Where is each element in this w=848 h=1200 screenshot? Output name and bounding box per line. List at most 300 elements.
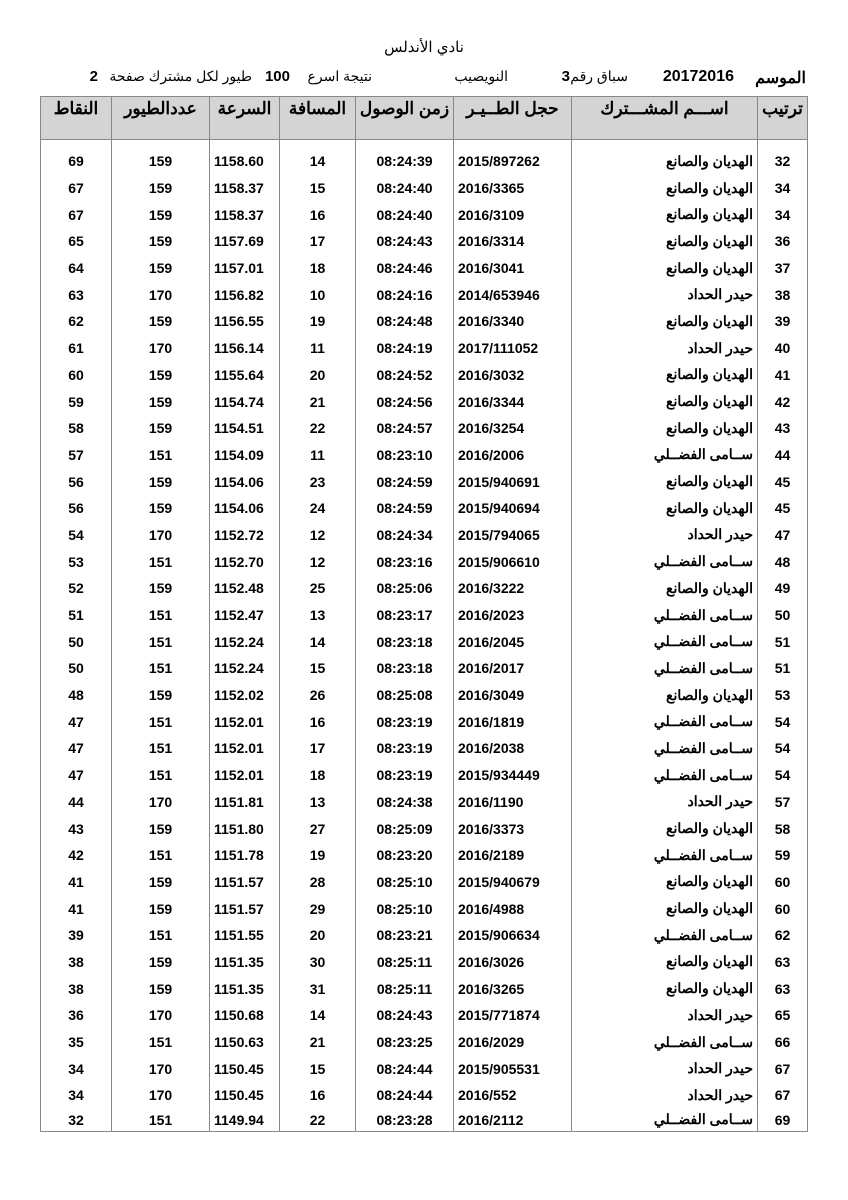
cell-participant: ســامى الفضــلي xyxy=(572,735,758,762)
cell-distance: 31 xyxy=(280,975,356,1002)
cell-distance: 18 xyxy=(280,762,356,789)
table-row xyxy=(41,842,808,869)
cell-arrival-time: 08:23:17 xyxy=(356,602,454,629)
cell-distance: 15 xyxy=(280,1055,356,1082)
cell-distance: 29 xyxy=(280,895,356,922)
cell-points: 54 xyxy=(41,522,112,549)
cell-points: 53 xyxy=(41,548,112,575)
season-label: الموسم xyxy=(755,70,806,87)
cell-arrival-time: 08:23:18 xyxy=(356,655,454,682)
cell-participant: حيدر الحداد xyxy=(572,1055,758,1082)
table-row xyxy=(41,1002,808,1029)
cell-arrival-time: 08:24:16 xyxy=(356,281,454,308)
cell-rank: 57 xyxy=(758,789,808,816)
cell-speed: 1157.69 xyxy=(210,228,280,255)
cell-bird-count: 170 xyxy=(112,522,210,549)
cell-ring: 2015/897262 xyxy=(454,148,572,175)
cell-points: 65 xyxy=(41,228,112,255)
spacer-row xyxy=(41,140,808,149)
cell-participant: حيدر الحداد xyxy=(572,1002,758,1029)
cell-arrival-time: 08:24:40 xyxy=(356,175,454,202)
cell-points: 32 xyxy=(41,1109,112,1132)
cell-arrival-time: 08:24:44 xyxy=(356,1055,454,1082)
cell-points: 56 xyxy=(41,495,112,522)
cell-arrival-time: 08:23:19 xyxy=(356,708,454,735)
cell-rank: 36 xyxy=(758,228,808,255)
cell-arrival-time: 08:24:57 xyxy=(356,415,454,442)
cell-points: 50 xyxy=(41,628,112,655)
cell-rank: 54 xyxy=(758,735,808,762)
cell-distance: 16 xyxy=(280,201,356,228)
cell-rank: 63 xyxy=(758,949,808,976)
cell-ring: 2016/3265 xyxy=(454,975,572,1002)
cell-speed: 1152.70 xyxy=(210,548,280,575)
cell-bird-count: 159 xyxy=(112,495,210,522)
cell-points: 57 xyxy=(41,442,112,469)
cell-rank: 48 xyxy=(758,548,808,575)
cell-speed: 1158.60 xyxy=(210,148,280,175)
cell-ring: 2015/940691 xyxy=(454,468,572,495)
cell-bird-count: 159 xyxy=(112,255,210,282)
cell-ring: 2016/3026 xyxy=(454,949,572,976)
cell-speed: 1151.35 xyxy=(210,975,280,1002)
table-row xyxy=(41,789,808,816)
cell-participant: الهديان والصانع xyxy=(572,201,758,228)
cell-ring: 2016/2045 xyxy=(454,628,572,655)
cell-distance: 25 xyxy=(280,575,356,602)
cell-arrival-time: 08:24:38 xyxy=(356,789,454,816)
table-row xyxy=(41,975,808,1002)
table-row xyxy=(41,388,808,415)
table-row xyxy=(41,255,808,282)
cell-bird-count: 151 xyxy=(112,1029,210,1056)
spacer-cell xyxy=(112,140,210,149)
cell-rank: 67 xyxy=(758,1055,808,1082)
cell-bird-count: 159 xyxy=(112,148,210,175)
table-row xyxy=(41,415,808,442)
cell-ring: 2016/2023 xyxy=(454,602,572,629)
cell-ring: 2016/3032 xyxy=(454,362,572,389)
page-number: 2 xyxy=(89,68,98,85)
cell-arrival-time: 08:23:19 xyxy=(356,762,454,789)
cell-points: 47 xyxy=(41,762,112,789)
cell-ring: 2016/3344 xyxy=(454,388,572,415)
cell-participant: ســامى الفضــلي xyxy=(572,842,758,869)
cell-rank: 45 xyxy=(758,468,808,495)
cell-distance: 16 xyxy=(280,708,356,735)
cell-participant: ســامى الفضــلي xyxy=(572,602,758,629)
cell-bird-count: 151 xyxy=(112,842,210,869)
table-row xyxy=(41,1029,808,1056)
table-row xyxy=(41,522,808,549)
cell-rank: 41 xyxy=(758,362,808,389)
cell-participant: حيدر الحداد xyxy=(572,789,758,816)
cell-arrival-time: 08:24:39 xyxy=(356,148,454,175)
cell-speed: 1151.35 xyxy=(210,949,280,976)
table-row xyxy=(41,895,808,922)
table-row xyxy=(41,1109,808,1132)
cell-bird-count: 159 xyxy=(112,308,210,335)
cell-ring: 2016/3041 xyxy=(454,255,572,282)
cell-arrival-time: 08:23:21 xyxy=(356,922,454,949)
col-ring: حجل الطــيـر xyxy=(454,97,572,140)
cell-rank: 63 xyxy=(758,975,808,1002)
cell-participant: ســامى الفضــلي xyxy=(572,628,758,655)
cell-speed: 1152.48 xyxy=(210,575,280,602)
cell-bird-count: 151 xyxy=(112,602,210,629)
table-row xyxy=(41,228,808,255)
cell-distance: 17 xyxy=(280,735,356,762)
cell-bird-count: 170 xyxy=(112,789,210,816)
cell-points: 64 xyxy=(41,255,112,282)
cell-rank: 34 xyxy=(758,175,808,202)
cell-speed: 1150.45 xyxy=(210,1082,280,1109)
cell-points: 34 xyxy=(41,1082,112,1109)
cell-distance: 15 xyxy=(280,655,356,682)
cell-speed: 1152.01 xyxy=(210,708,280,735)
cell-points: 48 xyxy=(41,682,112,709)
cell-points: 60 xyxy=(41,362,112,389)
cell-rank: 44 xyxy=(758,442,808,469)
cell-rank: 43 xyxy=(758,415,808,442)
cell-ring: 2016/2029 xyxy=(454,1029,572,1056)
cell-points: 63 xyxy=(41,281,112,308)
cell-ring: 2016/3222 xyxy=(454,575,572,602)
cell-distance: 12 xyxy=(280,548,356,575)
cell-speed: 1155.64 xyxy=(210,362,280,389)
cell-bird-count: 159 xyxy=(112,682,210,709)
table-row xyxy=(41,308,808,335)
cell-ring: 2016/2038 xyxy=(454,735,572,762)
cell-rank: 50 xyxy=(758,602,808,629)
cell-speed: 1156.55 xyxy=(210,308,280,335)
cell-speed: 1151.55 xyxy=(210,922,280,949)
cell-participant: ســامى الفضــلي xyxy=(572,762,758,789)
table-row xyxy=(41,548,808,575)
cell-bird-count: 151 xyxy=(112,655,210,682)
cell-participant: الهديان والصانع xyxy=(572,228,758,255)
cell-bird-count: 170 xyxy=(112,1002,210,1029)
cell-arrival-time: 08:25:06 xyxy=(356,575,454,602)
cell-arrival-time: 08:24:52 xyxy=(356,362,454,389)
cell-participant: الهديان والصانع xyxy=(572,415,758,442)
cell-arrival-time: 08:24:46 xyxy=(356,255,454,282)
cell-distance: 12 xyxy=(280,522,356,549)
cell-speed: 1152.01 xyxy=(210,735,280,762)
cell-rank: 59 xyxy=(758,842,808,869)
result-label: نتيجة اسرع xyxy=(307,68,372,84)
cell-ring: 2016/2017 xyxy=(454,655,572,682)
cell-participant: حيدر الحداد xyxy=(572,335,758,362)
cell-distance: 22 xyxy=(280,415,356,442)
cell-participant: ســامى الفضــلي xyxy=(572,548,758,575)
cell-ring: 2016/2189 xyxy=(454,842,572,869)
cell-participant: الهديان والصانع xyxy=(572,175,758,202)
cell-arrival-time: 08:24:48 xyxy=(356,308,454,335)
cell-distance: 11 xyxy=(280,335,356,362)
cell-ring: 2015/906610 xyxy=(454,548,572,575)
cell-arrival-time: 08:25:10 xyxy=(356,895,454,922)
table-row xyxy=(41,468,808,495)
cell-distance: 19 xyxy=(280,842,356,869)
cell-bird-count: 159 xyxy=(112,869,210,896)
cell-bird-count: 159 xyxy=(112,201,210,228)
cell-participant: الهديان والصانع xyxy=(572,869,758,896)
table-row xyxy=(41,869,808,896)
cell-participant: ســامى الفضــلي xyxy=(572,708,758,735)
cell-speed: 1154.51 xyxy=(210,415,280,442)
cell-distance: 14 xyxy=(280,628,356,655)
cell-arrival-time: 08:23:16 xyxy=(356,548,454,575)
cell-points: 34 xyxy=(41,1055,112,1082)
cell-points: 39 xyxy=(41,922,112,949)
cell-arrival-time: 08:23:18 xyxy=(356,628,454,655)
table-row xyxy=(41,815,808,842)
table-row xyxy=(41,362,808,389)
cell-participant: الهديان والصانع xyxy=(572,682,758,709)
cell-points: 47 xyxy=(41,735,112,762)
cell-speed: 1152.24 xyxy=(210,628,280,655)
header-row xyxy=(41,97,808,140)
cell-arrival-time: 08:24:43 xyxy=(356,1002,454,1029)
cell-participant: الهديان والصانع xyxy=(572,575,758,602)
cell-distance: 24 xyxy=(280,495,356,522)
cell-arrival-time: 08:25:11 xyxy=(356,975,454,1002)
cell-ring: 2016/3340 xyxy=(454,308,572,335)
cell-ring: 2016/1819 xyxy=(454,708,572,735)
cell-bird-count: 151 xyxy=(112,628,210,655)
cell-distance: 20 xyxy=(280,362,356,389)
cell-speed: 1151.57 xyxy=(210,895,280,922)
table-row xyxy=(41,575,808,602)
cell-rank: 51 xyxy=(758,628,808,655)
cell-distance: 21 xyxy=(280,1029,356,1056)
cell-participant: الهديان والصانع xyxy=(572,388,758,415)
cell-speed: 1156.14 xyxy=(210,335,280,362)
cell-distance: 20 xyxy=(280,922,356,949)
cell-rank: 60 xyxy=(758,895,808,922)
cell-ring: 2016/2112 xyxy=(454,1109,572,1132)
race-label: سباق رقم xyxy=(570,68,628,84)
cell-participant: الهديان والصانع xyxy=(572,468,758,495)
cell-rank: 66 xyxy=(758,1029,808,1056)
cell-participant: ســامى الفضــلي xyxy=(572,442,758,469)
cell-arrival-time: 08:24:43 xyxy=(356,228,454,255)
cell-speed: 1150.63 xyxy=(210,1029,280,1056)
cell-distance: 27 xyxy=(280,815,356,842)
cell-points: 44 xyxy=(41,789,112,816)
cell-speed: 1157.01 xyxy=(210,255,280,282)
cell-participant: الهديان والصانع xyxy=(572,495,758,522)
cell-bird-count: 170 xyxy=(112,1082,210,1109)
table-row xyxy=(41,922,808,949)
cell-ring: 2015/934449 xyxy=(454,762,572,789)
race-meta xyxy=(40,68,806,92)
cell-bird-count: 151 xyxy=(112,762,210,789)
cell-distance: 22 xyxy=(280,1109,356,1132)
cell-bird-count: 151 xyxy=(112,1109,210,1132)
cell-bird-count: 159 xyxy=(112,895,210,922)
col-participant: اســـم المشـــترك xyxy=(572,97,758,140)
cell-rank: 67 xyxy=(758,1082,808,1109)
cell-rank: 40 xyxy=(758,335,808,362)
cell-rank: 62 xyxy=(758,922,808,949)
table-row xyxy=(41,442,808,469)
cell-bird-count: 151 xyxy=(112,922,210,949)
cell-speed: 1150.45 xyxy=(210,1055,280,1082)
cell-points: 42 xyxy=(41,842,112,869)
cell-participant: الهديان والصانع xyxy=(572,308,758,335)
spacer-cell xyxy=(572,140,758,149)
cell-arrival-time: 08:23:20 xyxy=(356,842,454,869)
table-row xyxy=(41,949,808,976)
table-row xyxy=(41,1082,808,1109)
cell-speed: 1154.06 xyxy=(210,468,280,495)
cell-points: 61 xyxy=(41,335,112,362)
table-row xyxy=(41,1055,808,1082)
cell-bird-count: 151 xyxy=(112,708,210,735)
cell-points: 41 xyxy=(41,869,112,896)
spacer-cell xyxy=(758,140,808,149)
cell-speed: 1158.37 xyxy=(210,175,280,202)
cell-rank: 47 xyxy=(758,522,808,549)
cell-points: 38 xyxy=(41,975,112,1002)
cell-bird-count: 159 xyxy=(112,175,210,202)
cell-points: 52 xyxy=(41,575,112,602)
spacer-cell xyxy=(454,140,572,149)
cell-participant: الهديان والصانع xyxy=(572,895,758,922)
cell-participant: ســامى الفضــلي xyxy=(572,655,758,682)
cell-rank: 69 xyxy=(758,1109,808,1132)
cell-distance: 17 xyxy=(280,228,356,255)
cell-participant: ســامى الفضــلي xyxy=(572,1109,758,1132)
cell-speed: 1158.37 xyxy=(210,201,280,228)
spacer-cell xyxy=(210,140,280,149)
cell-ring: 2016/4988 xyxy=(454,895,572,922)
cell-distance: 15 xyxy=(280,175,356,202)
spacer-cell xyxy=(41,140,112,149)
col-arrival-time: زمن الوصول xyxy=(356,97,454,140)
cell-rank: 45 xyxy=(758,495,808,522)
table-row xyxy=(41,602,808,629)
cell-rank: 49 xyxy=(758,575,808,602)
table-row xyxy=(41,628,808,655)
results-table xyxy=(40,96,808,1132)
cell-points: 58 xyxy=(41,415,112,442)
cell-participant: حيدر الحداد xyxy=(572,522,758,549)
cell-speed: 1152.02 xyxy=(210,682,280,709)
cell-points: 43 xyxy=(41,815,112,842)
cell-speed: 1151.81 xyxy=(210,789,280,816)
cell-arrival-time: 08:23:19 xyxy=(356,735,454,762)
cell-ring: 2016/3365 xyxy=(454,175,572,202)
cell-bird-count: 170 xyxy=(112,335,210,362)
cell-participant: الهديان والصانع xyxy=(572,815,758,842)
cell-participant: حيدر الحداد xyxy=(572,281,758,308)
cell-speed: 1151.78 xyxy=(210,842,280,869)
cell-distance: 23 xyxy=(280,468,356,495)
cell-ring: 2017/111052 xyxy=(454,335,572,362)
cell-points: 47 xyxy=(41,708,112,735)
spacer-cell xyxy=(280,140,356,149)
cell-bird-count: 170 xyxy=(112,281,210,308)
cell-points: 38 xyxy=(41,949,112,976)
cell-points: 51 xyxy=(41,602,112,629)
cell-arrival-time: 08:25:11 xyxy=(356,949,454,976)
cell-arrival-time: 08:24:40 xyxy=(356,201,454,228)
table-row xyxy=(41,762,808,789)
cell-arrival-time: 08:24:56 xyxy=(356,388,454,415)
table-row xyxy=(41,682,808,709)
cell-bird-count: 151 xyxy=(112,548,210,575)
cell-ring: 2015/906634 xyxy=(454,922,572,949)
cell-distance: 19 xyxy=(280,308,356,335)
cell-rank: 34 xyxy=(758,201,808,228)
cell-participant: ســامى الفضــلي xyxy=(572,922,758,949)
col-bird-count: عددالطيور xyxy=(112,97,210,140)
cell-participant: الهديان والصانع xyxy=(572,975,758,1002)
cell-distance: 18 xyxy=(280,255,356,282)
cell-speed: 1154.09 xyxy=(210,442,280,469)
cell-speed: 1151.80 xyxy=(210,815,280,842)
cell-ring: 2015/771874 xyxy=(454,1002,572,1029)
cell-rank: 39 xyxy=(758,308,808,335)
cell-rank: 37 xyxy=(758,255,808,282)
cell-bird-count: 159 xyxy=(112,949,210,976)
cell-bird-count: 159 xyxy=(112,815,210,842)
cell-ring: 2015/940679 xyxy=(454,869,572,896)
cell-ring: 2016/2006 xyxy=(454,442,572,469)
cell-points: 67 xyxy=(41,175,112,202)
cell-distance: 16 xyxy=(280,1082,356,1109)
cell-points: 67 xyxy=(41,201,112,228)
cell-rank: 54 xyxy=(758,762,808,789)
cell-ring: 2015/940694 xyxy=(454,495,572,522)
cell-participant: الهديان والصانع xyxy=(572,148,758,175)
cell-rank: 53 xyxy=(758,682,808,709)
cell-speed: 1151.57 xyxy=(210,869,280,896)
cell-rank: 38 xyxy=(758,281,808,308)
cell-ring: 2015/794065 xyxy=(454,522,572,549)
cell-participant: الهديان والصانع xyxy=(572,255,758,282)
table-row xyxy=(41,175,808,202)
cell-participant: الهديان والصانع xyxy=(572,949,758,976)
cell-rank: 54 xyxy=(758,708,808,735)
cell-points: 59 xyxy=(41,388,112,415)
cell-distance: 10 xyxy=(280,281,356,308)
cell-ring: 2016/3254 xyxy=(454,415,572,442)
cell-bird-count: 159 xyxy=(112,468,210,495)
cell-arrival-time: 08:24:59 xyxy=(356,495,454,522)
cell-points: 56 xyxy=(41,468,112,495)
cell-distance: 28 xyxy=(280,869,356,896)
cell-bird-count: 159 xyxy=(112,575,210,602)
cell-arrival-time: 08:23:10 xyxy=(356,442,454,469)
cell-distance: 14 xyxy=(280,1002,356,1029)
cell-bird-count: 159 xyxy=(112,228,210,255)
table-row xyxy=(41,495,808,522)
cell-arrival-time: 08:24:34 xyxy=(356,522,454,549)
cell-points: 41 xyxy=(41,895,112,922)
cell-bird-count: 151 xyxy=(112,442,210,469)
birds-per-participant-label: طيور لكل مشترك صفحة xyxy=(109,68,252,84)
cell-bird-count: 170 xyxy=(112,1055,210,1082)
table-row xyxy=(41,201,808,228)
cell-speed: 1156.82 xyxy=(210,281,280,308)
cell-arrival-time: 08:25:09 xyxy=(356,815,454,842)
cell-points: 62 xyxy=(41,308,112,335)
table-row xyxy=(41,281,808,308)
